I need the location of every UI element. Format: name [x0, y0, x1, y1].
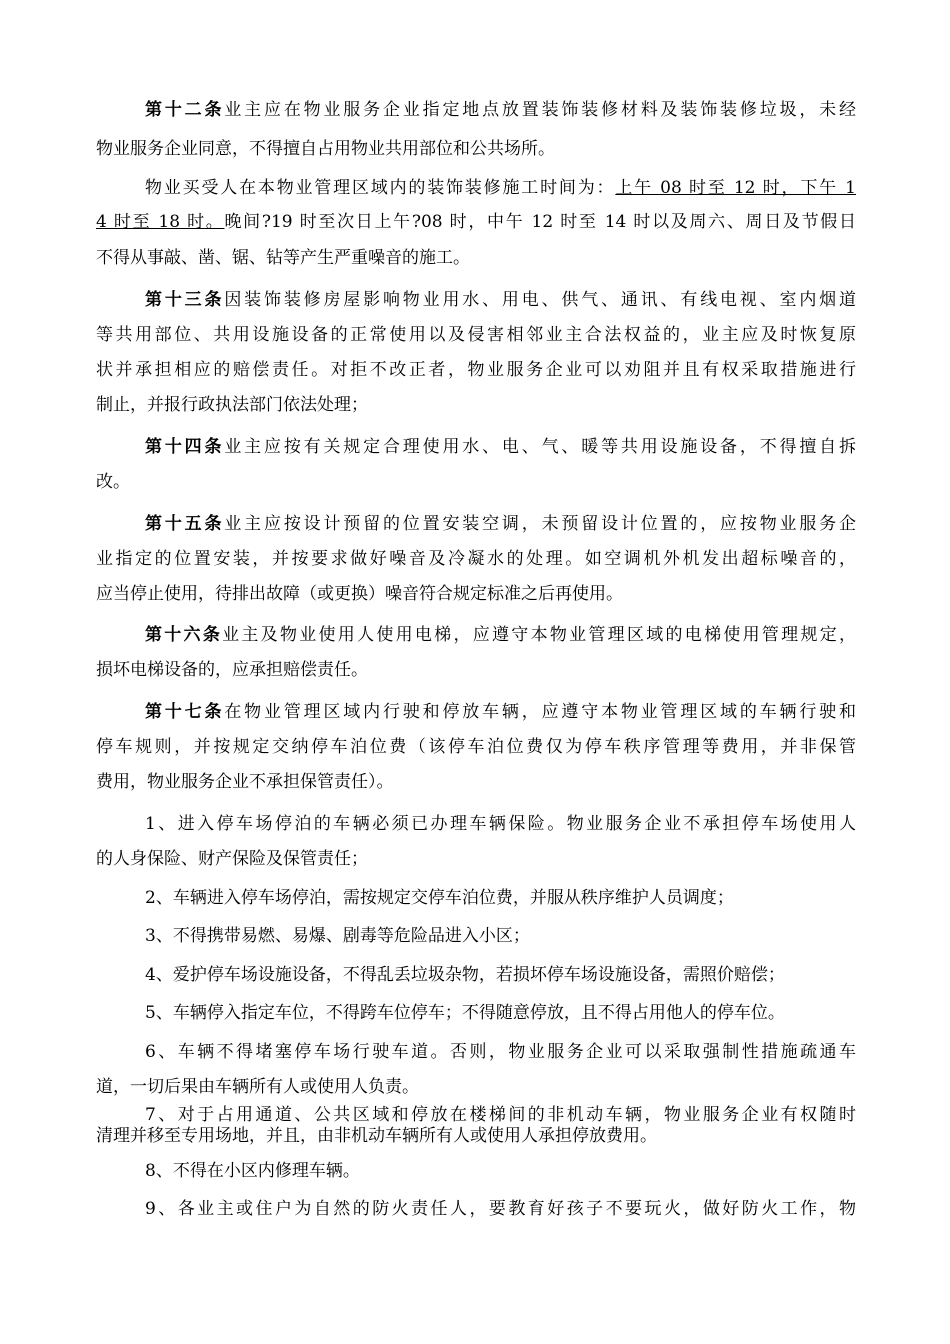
construction-time-line-2: 4 时至 18 时。晚间?19 时至次日上午?08 时，中午 12 时至 14 时以及周六、周日及节假日 [96, 212, 856, 232]
article-13-line-2: 等共用部位、共用设施设备的正常使用以及侵害相邻业主合法权益的，业主应及时恢复原 [96, 325, 856, 345]
list-item-3: 3、不得携带易燃、易爆、剧毒等危险品进入小区； [145, 926, 530, 946]
article-14-line-1: 第十四条业主应按有关规定合理使用水、电、气、暖等共用设施设备，不得擅自拆 [145, 437, 857, 457]
article-13-title: 第十三条 [145, 290, 225, 310]
article-16-line-2: 损坏电梯设备的，应承担赔偿责任。 [96, 660, 368, 680]
article-13-line-1: 第十三条因装饰装修房屋影响物业用水、用电、供气、通讯、有线电视、室内烟道 [145, 290, 857, 310]
list-item-7-line-1: 7、对于占用通道、公共区域和停放在楼梯间的非机动车辆，物业服务企业有权随时 [145, 1105, 856, 1125]
article-12-title: 第十二条 [145, 100, 225, 120]
construction-hours-cont: 4 时至 18 时。 [96, 212, 225, 232]
list-item-8: 8、不得在小区内修理车辆。 [145, 1161, 360, 1181]
list-item-7-line-2: 清理并移至专用场地，并且，由非机动车辆所有人或使用人承担停放费用。 [96, 1126, 657, 1146]
article-14-line-2: 改。 [96, 472, 130, 492]
list-item-6-line-2: 道，一切后果由车辆所有人或使用人负责。 [96, 1077, 419, 1097]
list-item-1-line-1: 1、进入停车场停泊的车辆必须已办理车辆保险。物业服务企业不承担停车场使用人 [145, 814, 856, 834]
article-17-line-1: 第十七条在物业管理区域内行驶和停放车辆，应遵守本物业管理区域的车辆行驶和 [145, 702, 857, 722]
article-15-title: 第十五条 [145, 514, 225, 534]
list-item-9-line-1: 9、各业主或住户为自然的防火责任人，要教育好孩子不要玩火，做好防火工作，物 [145, 1199, 856, 1219]
article-15-line-1: 第十五条业主应按设计预留的位置安装空调，未预留设计位置的，应按物业服务企 [145, 514, 857, 534]
list-item-1-line-2: 的人身保险、财产保险及保管责任； [96, 849, 368, 869]
article-17-title: 第十七条 [145, 702, 225, 722]
article-17-line-3: 费用，物业服务企业不承担保管责任）。 [96, 772, 394, 792]
article-12-line-1: 第十二条业主应在物业服务企业指定地点放置装饰装修材料及装饰装修垃圾，未经 [145, 100, 857, 120]
article-15-line-2: 业指定的位置安装，并按要求做好噪音及冷凝水的处理。如空调机外机发出超标噪音的， [96, 549, 856, 569]
construction-time-line-3: 不得从事敲、凿、锯、钻等产生严重噪音的施工。 [96, 248, 470, 268]
article-14-title: 第十四条 [145, 437, 225, 457]
article-15-line-3: 应当停止使用，待排出故障（或更换）噪音符合规定标准之后再使用。 [96, 584, 623, 604]
article-12-line-2: 物业服务企业同意，不得擅自占用物业共用部位和公共场所。 [96, 139, 555, 159]
list-item-2: 2、车辆进入停车场停泊，需按规定交停车泊位费，并服从秩序维护人员调度； [145, 888, 734, 908]
article-16-line-1: 第十六条业主及物业使用人使用电梯，应遵守本物业管理区域的电梯使用管理规定， [145, 625, 857, 645]
list-item-4: 4、爱护停车场设施设备，不得乱丢垃圾杂物，若损坏停车场设施设备，需照价赔偿； [145, 965, 785, 985]
list-item-6-line-1: 6、车辆不得堵塞停车场行驶车道。否则，物业服务企业可以采取强制性措施疏通车 [145, 1042, 856, 1062]
construction-hours: 上午 08 时至 12 时，下午 1 [615, 178, 856, 198]
list-item-5: 5、车辆停入指定车位，不得跨车位停车；不得随意停放，且不得占用他人的停车位。 [145, 1003, 785, 1023]
construction-time-line-1: 物业买受人在本物业管理区域内的装饰装修施工时间为：上午 08 时至 12 时，下午 1 [145, 178, 856, 198]
article-13-line-4: 制止，并报行政执法部门依法处理； [96, 395, 368, 415]
article-17-line-2: 停车规则，并按规定交纳停车泊位费（该停车泊位费仅为停车秩序管理等费用，并非保管 [96, 737, 856, 757]
article-13-line-3: 状并承担相应的赔偿责任。对拒不改正者，物业服务企业可以劝阻并且有权采取措施进行 [96, 360, 856, 380]
article-16-title: 第十六条 [145, 625, 223, 645]
